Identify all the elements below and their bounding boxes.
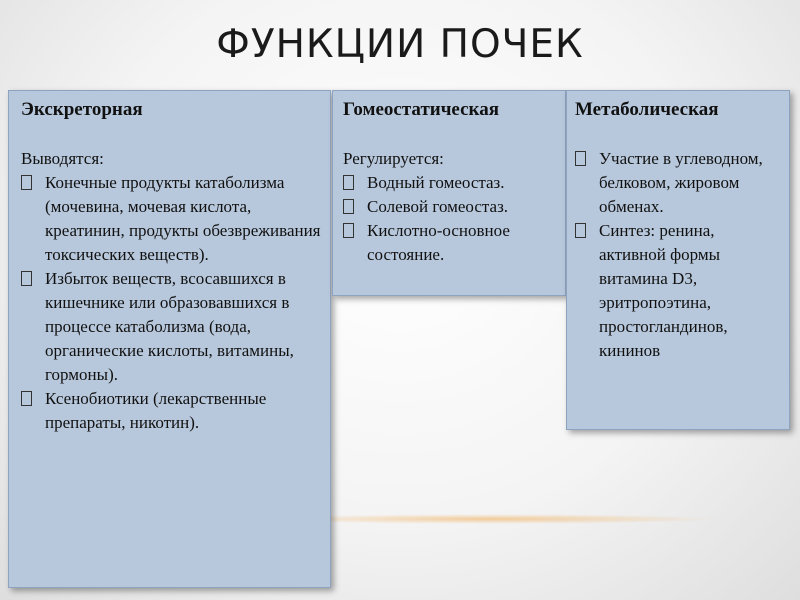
list-item: Избыток веществ, всосавшихся в кишечнике или образовавшихся в процессе катаболизма (вода, органические кислоты, витамины, гормоны). [21,267,322,387]
column-excretory [8,90,331,588]
square-bullet-icon [21,271,32,286]
list-item: Кислотно-основное состояние. [343,219,561,267]
column-intro: Выводятся: [21,149,104,168]
column-intro: Регулируется: [343,149,444,168]
list-item: Участие в углеводном, белковом, жировом обменах. [575,147,783,219]
square-bullet-icon [575,223,586,238]
bullet-list [21,171,322,435]
square-bullet-icon [343,175,354,190]
list-item: Ксенобиотики (лекарственные препараты, никотин). [21,387,322,435]
list-item: Водный гомеостаз. [343,171,561,195]
list-item: Синтез: ренина, активной формы витамина D3, эритропоэтина, простогландинов, кининов [575,219,783,363]
slide-title: ФУНКЦИИ ПОЧЕК [216,22,584,67]
square-bullet-icon [343,223,354,238]
column-homeostatic [332,90,566,296]
column-heading: Гомеостатическая [343,99,499,120]
list-item: Солевой гомеостаз. [343,195,561,219]
square-bullet-icon [21,391,32,406]
column-heading: Метаболическая [575,99,719,120]
square-bullet-icon [343,199,354,214]
bullet-list [343,171,561,267]
column-heading: Экскреторная [21,99,143,120]
bullet-list [575,147,783,363]
square-bullet-icon [21,175,32,190]
column-metabolic [566,90,790,430]
list-item: Конечные продукты катаболизма (мочевина, мочевая кислота, креатинин, продукты обезвреживания токсических веществ). [21,171,322,267]
square-bullet-icon [575,151,586,166]
